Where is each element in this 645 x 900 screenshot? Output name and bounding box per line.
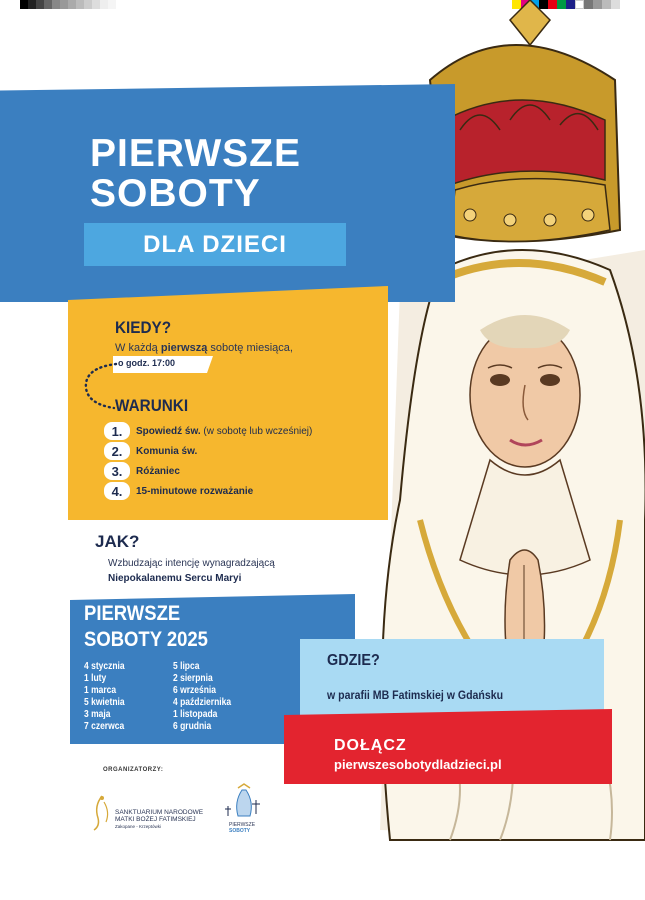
date-item: 1 luty	[84, 673, 107, 684]
date-item: 7 czerwca	[84, 721, 125, 732]
jak-text-line1: Wzbudzając intencję wynagradzającą	[108, 558, 275, 569]
condition-text: 15-minutowe rozważanie	[136, 485, 254, 497]
gdzie-heading: GDZIE?	[327, 652, 380, 669]
dotted-connector-icon	[80, 362, 120, 412]
sanctuary-logo	[90, 792, 210, 832]
date-item: 6 września	[173, 685, 217, 696]
condition-item-2	[104, 441, 312, 461]
condition-number: 1.	[104, 422, 130, 440]
grayscale-strip	[20, 0, 116, 9]
crown-icon	[430, 0, 620, 241]
warunki-heading: WARUNKI	[115, 396, 189, 415]
condition-item-4	[104, 481, 312, 501]
condition-text: Różaniec	[136, 465, 180, 477]
schedule-title-line1: PIERWSZE	[84, 602, 181, 625]
dates-column-2	[173, 661, 241, 733]
dates-column-1	[84, 661, 132, 733]
website-link[interactable]: pierwszesobotydladzieci.pl	[334, 757, 502, 772]
date-item: 5 kwietnia	[84, 697, 125, 708]
condition-number: 2.	[104, 442, 130, 460]
conditions-list	[104, 421, 312, 501]
organizers-heading: ORGANIZATORZY:	[103, 767, 164, 773]
hero-title-line1: PIERWSZE	[90, 132, 301, 175]
condition-text: Komunia św.	[136, 445, 198, 457]
condition-item-1	[104, 421, 312, 441]
date-item: 3 maja	[84, 709, 111, 720]
schedule-title	[84, 601, 208, 653]
time-text: o godz. 17:00	[118, 358, 176, 368]
date-item: 1 marca	[84, 685, 117, 696]
hero-title	[90, 134, 301, 214]
sanctuary-logo-text: SANKTUARIUM NARODOWE MATKI BOŻEJ FATIMSKIEJ Zakopane - Krzeptówki	[115, 809, 204, 829]
condition-number: 3.	[104, 462, 130, 480]
gdzie-text: w parafii MB Fatimskiej w Gdańsku	[327, 688, 504, 702]
date-item: 4 października	[173, 697, 232, 708]
hero-subtitle: DLA DZIECI	[143, 230, 287, 258]
pierwsze-soboty-logo-text: PIERWSZE SOBOTY	[229, 822, 256, 834]
join-heading: DOŁĄCZ	[334, 737, 407, 754]
location-box	[300, 639, 604, 718]
condition-text: Spowiedź św. (w sobotę lub wcześniej)	[136, 425, 313, 437]
schedule-title-line2: SOBOTY 2025	[84, 628, 208, 651]
hero-title-line2: SOBOTY	[90, 172, 261, 215]
jak-text-line2: Niepokalanemu Sercu Maryi	[108, 573, 242, 584]
date-item: 1 listopada	[173, 709, 218, 720]
condition-number: 4.	[104, 482, 130, 500]
condition-item-3	[104, 461, 312, 481]
date-item: 5 lipca	[173, 661, 200, 672]
date-item: 6 grudnia	[173, 721, 212, 732]
date-item: 2 sierpnia	[173, 673, 213, 684]
sanctuary-emblem-icon	[90, 792, 112, 832]
date-item: 4 stycznia	[84, 661, 125, 672]
jak-heading: JAK?	[95, 532, 140, 551]
kiedy-heading: KIEDY?	[115, 318, 172, 337]
kiedy-text: W każdą pierwszą sobotę miesiąca,	[115, 342, 293, 354]
